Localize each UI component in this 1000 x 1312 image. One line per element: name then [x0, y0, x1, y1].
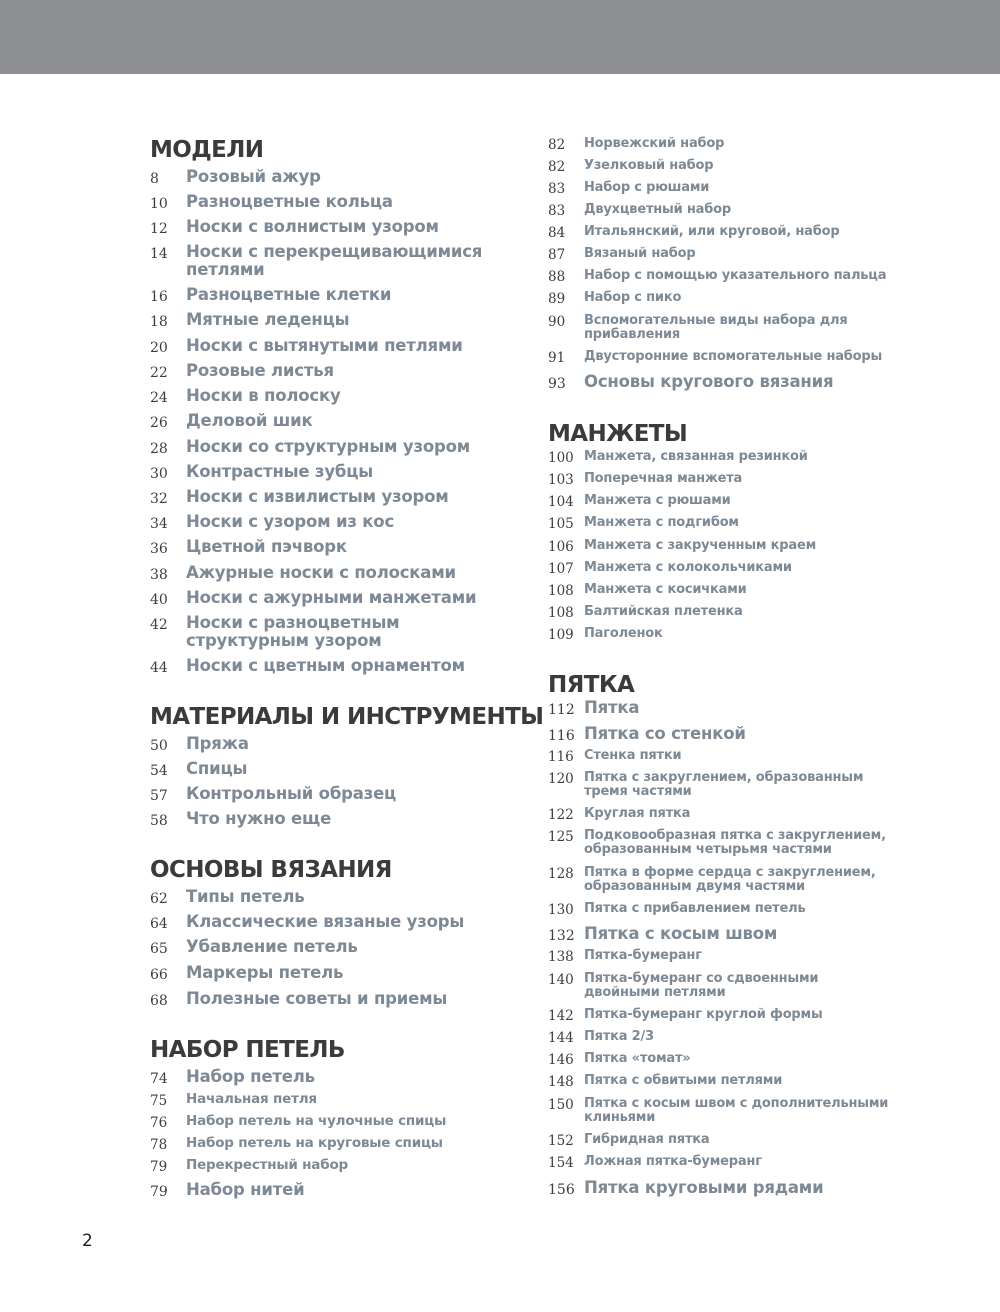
page-number-label: 106 [548, 539, 574, 555]
entry-title: Пятка 2/3 [584, 1029, 654, 1044]
page-number-label: 83 [548, 181, 566, 197]
page-number-label: 40 [150, 592, 168, 608]
entry-title: Пятка [584, 698, 640, 717]
entry-title: Деловой шик [186, 411, 313, 430]
entry-title: Пятка-бумеранг со сдвоенными двойными петлями [584, 971, 819, 1000]
section-title: МАТЕРИАЛЫ И ИНСТРУМЕНТЫ [150, 704, 544, 730]
entry-title: Итальянский, или круговой, набор [584, 224, 840, 239]
entry-title: Ложная пятка-бумеранг [584, 1154, 762, 1169]
page-number-label: 16 [150, 289, 168, 305]
entry-title: Основы кругового вязания [584, 372, 834, 391]
entry-title: Спицы [186, 759, 248, 778]
entry-title: Носки с разноцветным структурным узором [186, 613, 400, 650]
entry-title: Паголенок [584, 626, 663, 641]
page-number-label: 8 [150, 171, 159, 187]
page-number-label: 78 [150, 1137, 168, 1153]
section-title: МАНЖЕТЫ [548, 421, 688, 447]
entry-title: Круглая пятка [584, 806, 691, 821]
section-title: НАБОР ПЕТЕЛЬ [150, 1037, 345, 1063]
entry-title: Розовые листья [186, 361, 334, 380]
entry-title: Перекрестный набор [186, 1157, 348, 1173]
entry-title: Стенка пятки [584, 748, 682, 763]
entry-title: Набор с помощью указательного пальца [584, 268, 887, 283]
page-number-label: 66 [150, 967, 168, 983]
entry-title: Манжета с колокольчиками [584, 560, 792, 575]
page-number-label: 105 [548, 516, 574, 532]
page-number-label: 116 [548, 728, 575, 744]
page-number-label: 87 [548, 247, 566, 263]
entry-title: Поперечная манжета [584, 471, 743, 486]
page-number-label: 154 [548, 1155, 574, 1171]
page-number-label: 20 [150, 340, 168, 356]
entry-title: Полезные советы и приемы [186, 989, 448, 1008]
page-number-label: 76 [150, 1115, 168, 1131]
entry-title: Балтийская плетенка [584, 604, 743, 619]
page-number-label: 140 [548, 972, 574, 988]
page-number-label: 22 [150, 365, 168, 381]
page-number-label: 152 [548, 1133, 574, 1149]
entry-title: Манжета, связанная резинкой [584, 449, 808, 464]
entry-title: Узелковый набор [584, 158, 714, 173]
page-number-label: 122 [548, 807, 574, 823]
page-number-label: 32 [150, 491, 168, 507]
entry-title: Набор петель на круговые спицы [186, 1135, 443, 1151]
page-number-label: 108 [548, 605, 574, 621]
page-number-label: 42 [150, 617, 168, 633]
page-number-label: 34 [150, 516, 168, 532]
entry-title: Набор нитей [186, 1180, 305, 1199]
entry-title: Манжета с подгибом [584, 515, 739, 530]
entry-title: Ажурные носки с полосками [186, 563, 456, 582]
entry-title: Вязаный набор [584, 246, 696, 261]
entry-title: Пятка со стенкой [584, 724, 746, 743]
page-number-label: 57 [150, 788, 168, 804]
page-number-label: 146 [548, 1052, 574, 1068]
page-number-label: 84 [548, 225, 566, 241]
page-number-label: 128 [548, 866, 574, 882]
page-number-label: 88 [548, 269, 566, 285]
entry-title: Контрастные зубцы [186, 462, 373, 481]
section-title: МОДЕЛИ [150, 137, 264, 163]
page-number: 2 [82, 1231, 93, 1251]
page-number-label: 79 [150, 1159, 168, 1175]
entry-title: Носки с извилистым узором [186, 487, 449, 506]
entry-title: Носки с ажурными манжетами [186, 588, 477, 607]
page-number-label: 107 [548, 561, 574, 577]
entry-title: Маркеры петель [186, 963, 344, 982]
entry-title: Пятка с закруглением, образованным тремя частями [584, 770, 864, 799]
page-number-label: 75 [150, 1093, 168, 1109]
page-number-label: 93 [548, 376, 566, 392]
page-number-label: 91 [548, 350, 566, 366]
page-number-label: 44 [150, 660, 168, 676]
entry-title: Пятка в форме сердца с закруглением, образованным двумя частями [584, 865, 876, 894]
entry-title: Пряжа [186, 734, 249, 753]
page-number-label: 54 [150, 763, 168, 779]
page-number-label: 74 [150, 1071, 168, 1087]
entry-title: Носки со структурным узором [186, 437, 470, 456]
page-number-label: 12 [150, 221, 168, 237]
entry-title: Носки в полоску [186, 386, 341, 405]
entry-title: Пятка «томат» [584, 1051, 691, 1066]
page-number-label: 10 [150, 196, 168, 212]
entry-title: Носки с волнистым узором [186, 217, 439, 236]
entry-title: Набор петель [186, 1067, 315, 1086]
entry-title: Пятка с обвитыми петлями [584, 1073, 783, 1088]
page-number-label: 62 [150, 891, 168, 907]
page-number-label: 82 [548, 137, 566, 153]
entry-title: Начальная петля [186, 1091, 317, 1107]
page-number-label: 109 [548, 627, 574, 643]
entry-title: Двусторонние вспомогательные наборы [584, 349, 883, 364]
page-number-label: 38 [150, 567, 168, 583]
entry-title: Носки с узором из кос [186, 512, 395, 531]
page-number-label: 36 [150, 541, 168, 557]
page-number-label: 148 [548, 1074, 574, 1090]
entry-title: Пятка с косым швом с дополнительными клиньями [584, 1096, 889, 1125]
entry-title: Гибридная пятка [584, 1132, 710, 1147]
page-number-label: 138 [548, 949, 574, 965]
entry-title: Пятка-бумеранг [584, 948, 702, 963]
entry-title: Двухцветный набор [584, 202, 731, 217]
page-number-label: 14 [150, 246, 168, 262]
entry-title: Вспомогательные виды набора для прибавления [584, 313, 848, 342]
entry-title: Носки с цветным орнаментом [186, 656, 465, 675]
page-number-label: 79 [150, 1184, 168, 1200]
entry-title: Носки с вытянутыми петлями [186, 336, 463, 355]
page-number-label: 132 [548, 928, 575, 944]
page-number-label: 156 [548, 1182, 575, 1198]
entry-title: Манжета с закрученным краем [584, 538, 816, 553]
entry-title: Что нужно еще [186, 809, 332, 828]
page-number-label: 112 [548, 702, 575, 718]
entry-title: Манжета с косичками [584, 582, 747, 597]
entry-title: Розовый ажур [186, 167, 321, 186]
entry-title: Норвежский набор [584, 136, 725, 151]
page-number-label: 144 [548, 1030, 574, 1046]
entry-title: Мятные леденцы [186, 310, 350, 329]
entry-title: Подковообразная пятка с закруглением, образованным четырьмя частями [584, 828, 886, 857]
page-number-label: 26 [150, 415, 168, 431]
entry-title: Пятка круговыми рядами [584, 1178, 824, 1197]
page-number-label: 90 [548, 314, 566, 330]
page-number-label: 89 [548, 291, 566, 307]
entry-title: Убавление петель [186, 937, 358, 956]
entry-title: Разноцветные клетки [186, 285, 392, 304]
entry-title: Пятка-бумеранг круглой формы [584, 1007, 823, 1022]
page-number-label: 30 [150, 466, 168, 482]
page-number-label: 24 [150, 390, 168, 406]
page-number-label: 100 [548, 450, 574, 466]
page-number-label: 82 [548, 159, 566, 175]
page-number-label: 28 [150, 441, 168, 457]
page-number-label: 103 [548, 472, 574, 488]
section-title: ПЯТКА [548, 672, 635, 698]
entry-title: Набор петель на чулочные спицы [186, 1113, 447, 1129]
page-number-label: 104 [548, 494, 574, 510]
header-bar [0, 0, 1000, 74]
page-number-label: 18 [150, 314, 168, 330]
entry-title: Классические вязаные узоры [186, 912, 465, 931]
page-number-label: 142 [548, 1008, 574, 1024]
entry-title: Набор с рюшами [584, 180, 710, 195]
page-number-label: 120 [548, 771, 574, 787]
entry-title: Цветной пэчворк [186, 537, 347, 556]
entry-title: Контрольный образец [186, 784, 397, 803]
page-number-label: 116 [548, 749, 574, 765]
section-title: ОСНОВЫ ВЯЗАНИЯ [150, 857, 392, 883]
page-number-label: 108 [548, 583, 574, 599]
entry-title: Типы петель [186, 887, 305, 906]
entry-title: Носки с перекрещивающимися петлями [186, 242, 483, 279]
page-number-label: 64 [150, 916, 168, 932]
page-number-label: 83 [548, 203, 566, 219]
page-number-label: 68 [150, 993, 168, 1009]
page-number-label: 130 [548, 902, 574, 918]
page-number-label: 125 [548, 829, 574, 845]
entry-title: Пятка с прибавлением петель [584, 901, 806, 916]
entry-title: Манжета с рюшами [584, 493, 731, 508]
page-number-label: 58 [150, 813, 168, 829]
entry-title: Пятка с косым швом [584, 924, 778, 943]
page-number-label: 150 [548, 1097, 574, 1113]
page-number-label: 65 [150, 941, 168, 957]
entry-title: Набор с пико [584, 290, 682, 305]
entry-title: Разноцветные кольца [186, 192, 393, 211]
page-number-label: 50 [150, 738, 168, 754]
